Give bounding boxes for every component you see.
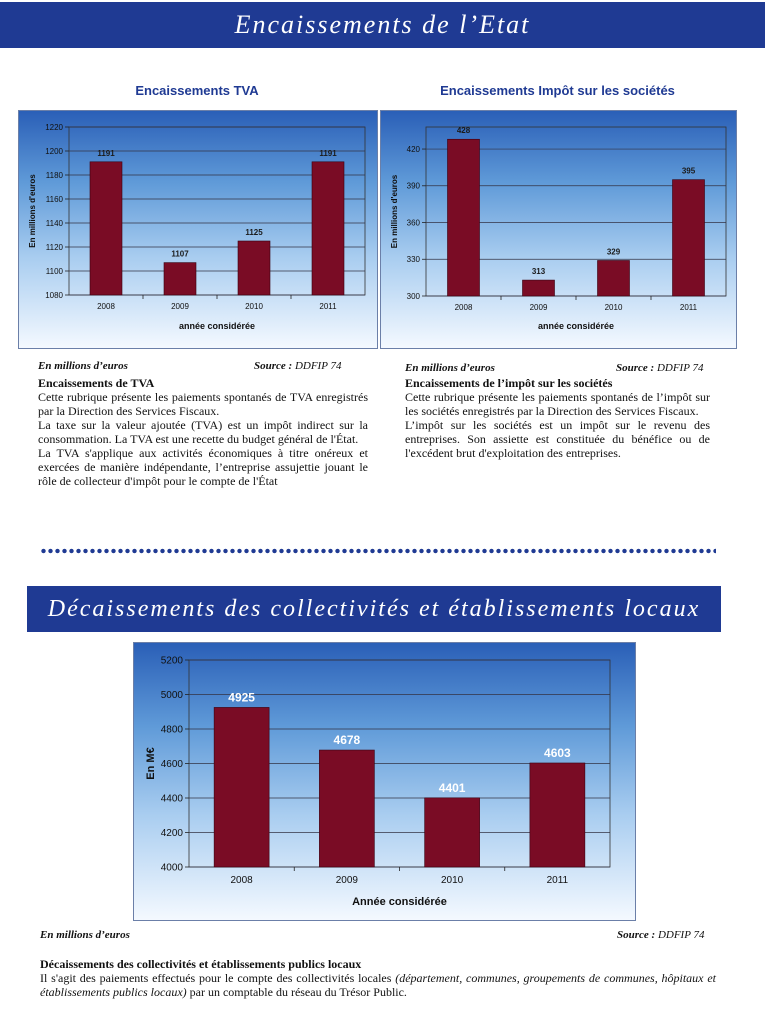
data-label: 4603 [544,745,571,760]
y-tick-label: 4200 [160,828,183,839]
source-label: Source : [617,929,656,941]
bar [90,162,122,295]
data-label: 4401 [438,780,466,795]
caption-title-tva: Encaissements de TVA [38,376,155,390]
source-label: Source : [616,362,655,374]
y-tick-label: 360 [406,218,420,228]
y-axis-label: En millions d'euros [28,174,37,248]
bar [448,139,480,296]
x-tick-label: 2008 [230,875,253,886]
source-value: DDFIP 74 [657,929,705,941]
chart-collectivites-svg [134,643,635,920]
bar [598,260,630,296]
caption-is [405,376,710,460]
bar [523,280,555,296]
chart-is-svg [381,111,736,348]
caption-italic: (département, communes, groupements de communes, hôpitaux et établissements publics locaux) [40,971,716,999]
x-axis-label: année considérée [537,321,615,331]
chart-is [380,110,737,349]
data-label: 329 [606,247,621,257]
caption-tva [38,376,368,488]
x-tick-label: 2008 [454,303,473,312]
section-banner-encaissements: Encaissements de l’Etat [0,2,765,48]
y-axis-label: En millions d'euros [390,174,399,249]
y-tick-label: 4000 [160,862,183,874]
caption-title-coll: Décaissements des collectivités et établissements publics locaux [40,957,362,971]
chart-collectivites [133,642,636,921]
y-tick-label: 5000 [160,690,183,701]
x-tick-label: 2011 [679,303,698,312]
bar [530,763,585,867]
bar [312,162,344,295]
y-tick-label: 1160 [45,194,63,204]
y-tick-label: 1180 [45,170,63,180]
data-label: 1191 [97,148,115,158]
bar [673,180,705,296]
x-tick-label: 2010 [441,875,464,886]
caption-paragraph: La TVA s'applique aux activités économiques à titre onéreux et exercées de manière indépendante, l’entreprise assujettie jouant le rôle de collecteur d'impôt pour le compte de l'État [38,446,368,488]
source-tva [254,360,342,372]
x-tick-label: 2009 [171,302,189,311]
y-tick-label: 5200 [160,655,183,667]
bar [214,707,269,867]
data-label: 4925 [228,690,255,705]
caption-text: Il s'agit des paiements effectués pour le compte des collectivités locales [40,971,392,985]
y-tick-label: 1140 [45,218,63,228]
source-is [616,362,704,374]
y-tick-label: 1080 [45,290,63,300]
x-axis-label: année considérée [178,321,256,331]
y-tick-label: 4400 [160,793,183,805]
unit-note-is: En millions d’euros [405,362,495,374]
data-label: 395 [681,166,696,176]
x-tick-label: 2010 [245,302,263,311]
x-tick-label: 2010 [604,303,623,312]
source-coll [617,929,705,941]
bar [319,750,374,867]
y-tick-label: 1200 [45,146,63,156]
bar [238,241,270,295]
caption-paragraph: Cette rubrique présente les paiements spontanés de TVA enregistrés par la Direction des Services Fiscaux. [38,390,368,418]
caption-paragraph [40,971,716,999]
data-label: 4678 [333,733,361,748]
source-label: Source : [254,360,293,372]
y-tick-label: 420 [406,144,420,154]
x-tick-label: 2009 [335,875,358,886]
data-label: 1191 [319,148,337,158]
y-tick-label: 390 [406,181,420,191]
data-label: 428 [456,126,471,136]
y-tick-label: 1100 [45,266,63,276]
data-label: 1107 [171,249,189,259]
y-tick-label: 4600 [160,759,183,770]
x-axis-label: Année considérée [352,896,447,908]
x-tick-label: 2008 [97,302,115,311]
chart-tva-svg [19,111,377,348]
section-banner-decaissements: Décaissements des collectivités et établissements locaux [27,586,721,632]
chart-title-is: Encaissements Impôt sur les sociétés [440,83,675,98]
x-tick-label: 2011 [546,875,569,886]
chart-tva [18,110,378,349]
caption-paragraph: Cette rubrique présente les paiements spontanés de l’impôt sur les sociétés enregistrés par la Direction des Services Fiscaux. [405,390,710,418]
bar [164,263,196,295]
caption-title-is: Encaissements de l’impôt sur les sociétés [405,376,613,390]
y-tick-label: 1220 [45,122,63,132]
y-tick-label: 1120 [45,242,63,252]
diamond-divider [40,546,716,556]
source-value: DDFIP 74 [294,360,342,372]
x-tick-label: 2011 [319,302,337,311]
unit-note-tva: En millions d’euros [38,360,128,372]
y-axis-label: En M€ [145,747,157,780]
data-label: 313 [531,267,546,277]
source-value: DDFIP 74 [656,362,704,374]
caption-end: par un comptable du réseau du Trésor Public. [189,985,407,999]
bar [425,798,480,867]
caption-coll [40,957,716,999]
y-tick-label: 330 [406,255,420,265]
data-label: 1125 [245,228,263,237]
y-tick-label: 4800 [160,724,183,736]
y-tick-label: 300 [406,291,420,301]
caption-paragraph: La taxe sur la valeur ajoutée (TVA) est un impôt indirect sur la consommation. La TVA est une recette du budget général de l'État. [38,418,368,446]
chart-title-tva: Encaissements TVA [135,83,259,98]
unit-note-coll: En millions d’euros [40,929,130,941]
caption-paragraph: L’impôt sur les sociétés est un impôt sur le revenu des entreprises. Son assiette est constituée du bénéfice ou de l'excédent brut d'exploitation des entreprises. [405,418,710,460]
x-tick-label: 2009 [529,303,548,312]
